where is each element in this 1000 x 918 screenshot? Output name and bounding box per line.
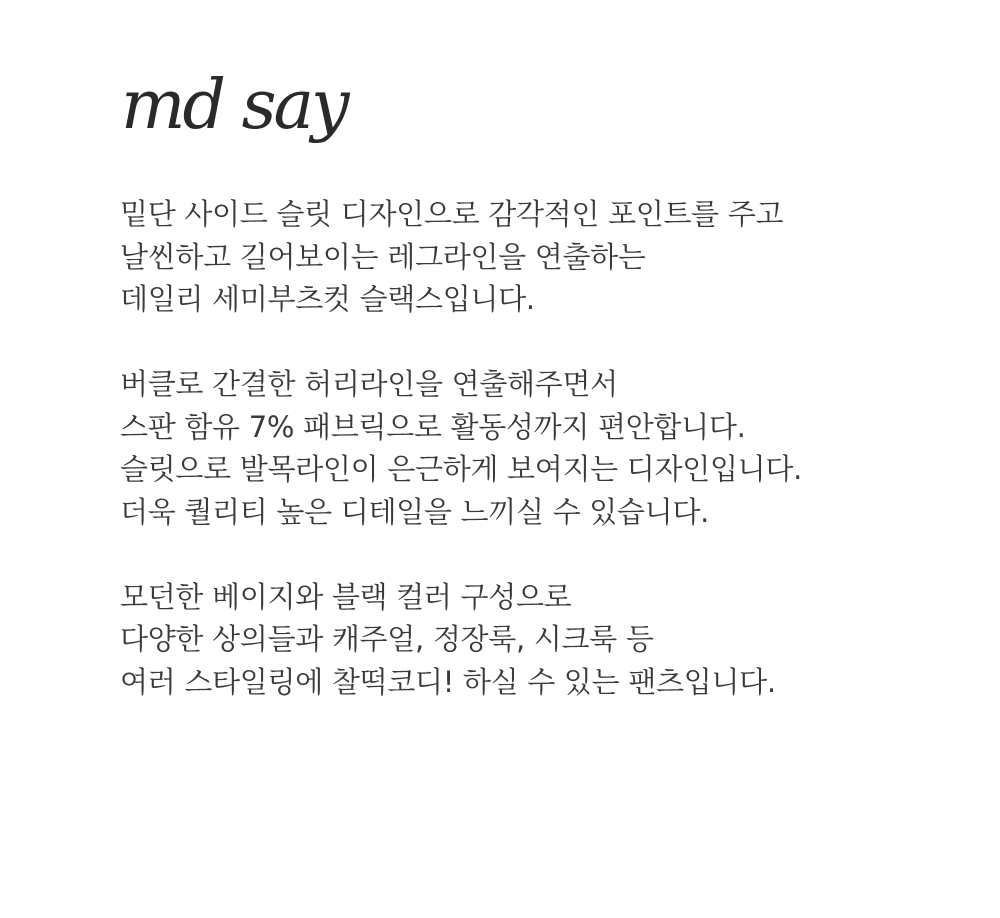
text-line: 모던한 베이지와 블랙 컬러 구성으로 xyxy=(120,579,572,614)
text-line: 날씬하고 길어보이는 레그라인을 연출하는 xyxy=(120,239,646,274)
paragraph-colors-and-styling xyxy=(120,576,960,704)
md-say-title: md say xyxy=(121,66,347,145)
description-copy xyxy=(120,193,960,746)
text-line: 다양한 상의들과 캐주얼, 정장룩, 시크룩 등 xyxy=(120,622,654,656)
text-line: 버클로 간결한 허리라인을 연출해주면서 xyxy=(120,367,618,401)
paragraph-fit-and-fabric xyxy=(120,363,960,533)
text-line: 여러 스타일링에 찰떡코디! 하실 수 있는 팬츠입니다. xyxy=(120,664,776,699)
text-line: 밑단 사이드 슬릿 디자인으로 감각적인 포인트를 주고 xyxy=(120,197,784,231)
paragraph-slit-design xyxy=(120,193,960,321)
text-line: 더욱 퀄리티 높은 디테일을 느끼실 수 있습니다. xyxy=(120,494,709,529)
text-line: 데일리 세미부츠컷 슬랙스입니다. xyxy=(120,282,535,316)
text-line: 슬릿으로 발목라인이 은근하게 보여지는 디자인입니다. xyxy=(120,452,803,486)
text-line: 스판 함유 7% 패브릭으로 활동성까지 편안합니다. xyxy=(120,409,746,444)
